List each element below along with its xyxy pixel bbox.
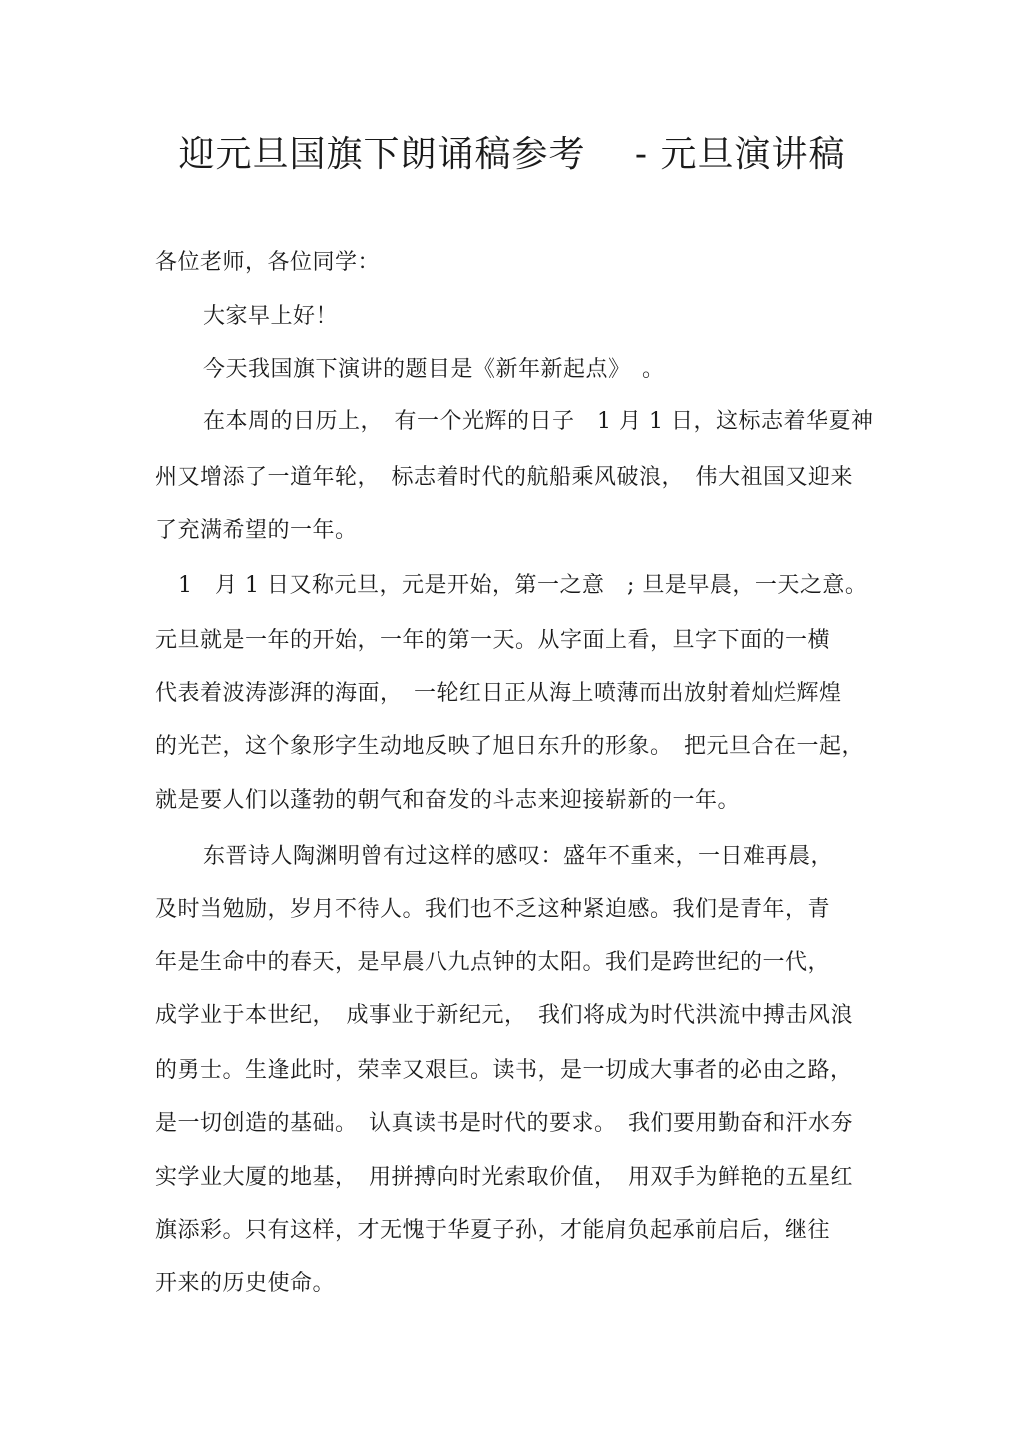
paragraph-line: 及时当勉励，岁月不待人。我们也不乏这种紧迫感。我们是青年，青 bbox=[155, 897, 831, 922]
paragraph-line: 了充满希望的一年。 bbox=[155, 518, 358, 543]
paragraph-line: 东晋诗人陶渊明曾有过这样的感叹：盛年不重来，一日难再晨， bbox=[203, 844, 834, 869]
paragraph-line: 州又增添了一道年轮， 标志着时代的航船乘风破浪， 伟大祖国又迎来 bbox=[155, 465, 854, 490]
salutation-line: 各位老师，各位同学： bbox=[155, 250, 381, 275]
paragraph-line: 成学业于本世纪， 成事业于新纪元， 我们将成为时代洪流中搏击风浪 bbox=[155, 1003, 854, 1028]
paragraph-line: 年是生命中的春天，是早晨八九点钟的太阳。我们是跨世纪的一代， bbox=[155, 950, 831, 975]
paragraph-line: 就是要人们以蓬勃的朝气和奋发的斗志来迎接崭新的一年。 bbox=[155, 788, 741, 813]
paragraph-line: 是一切创造的基础。 认真读书是时代的要求。 我们要用勤奋和汗水夯 bbox=[155, 1111, 854, 1136]
paragraph-line: 代表着波涛澎湃的海面， 一轮红日正从海上喷薄而出放射着灿烂辉煌 bbox=[155, 681, 842, 706]
topic-line: 今天我国旗下演讲的题目是《新年新起点》 。 bbox=[203, 357, 665, 382]
paragraph-line: 旗添彩。只有这样，才无愧于华夏子孙，才能肩负起承前启后，继往 bbox=[155, 1218, 831, 1243]
paragraph-line: 实学业大厦的地基， 用拼搏向时光索取价值， 用双手为鲜艳的五星红 bbox=[155, 1165, 854, 1190]
greeting-line: 大家早上好！ bbox=[203, 304, 339, 329]
paragraph-line: 元旦就是一年的开始，一年的第一天。从字面上看，旦字下面的一横 bbox=[155, 628, 831, 653]
document-title: 迎元旦国旗下朗诵稿参考 - 元旦演讲稿 bbox=[178, 134, 846, 175]
paragraph-line: 开来的历史使命。 bbox=[155, 1271, 336, 1296]
paragraph-line: 的勇士。生逢此时，荣幸又艰巨。读书，是一切成大事者的必由之路， bbox=[155, 1058, 853, 1083]
paragraph-line: 在本周的日历上， 有一个光辉的日子 1 月 1 日，这标志着华夏神 bbox=[203, 409, 874, 434]
paragraph-line: 的光芒，这个象形字生动地反映了旭日东升的形象。 把元旦合在一起， bbox=[155, 734, 865, 759]
paragraph-line: 1 月 1 日又称元旦，元是开始，第一之意 ; 旦是早晨，一天之意。 bbox=[178, 573, 868, 598]
